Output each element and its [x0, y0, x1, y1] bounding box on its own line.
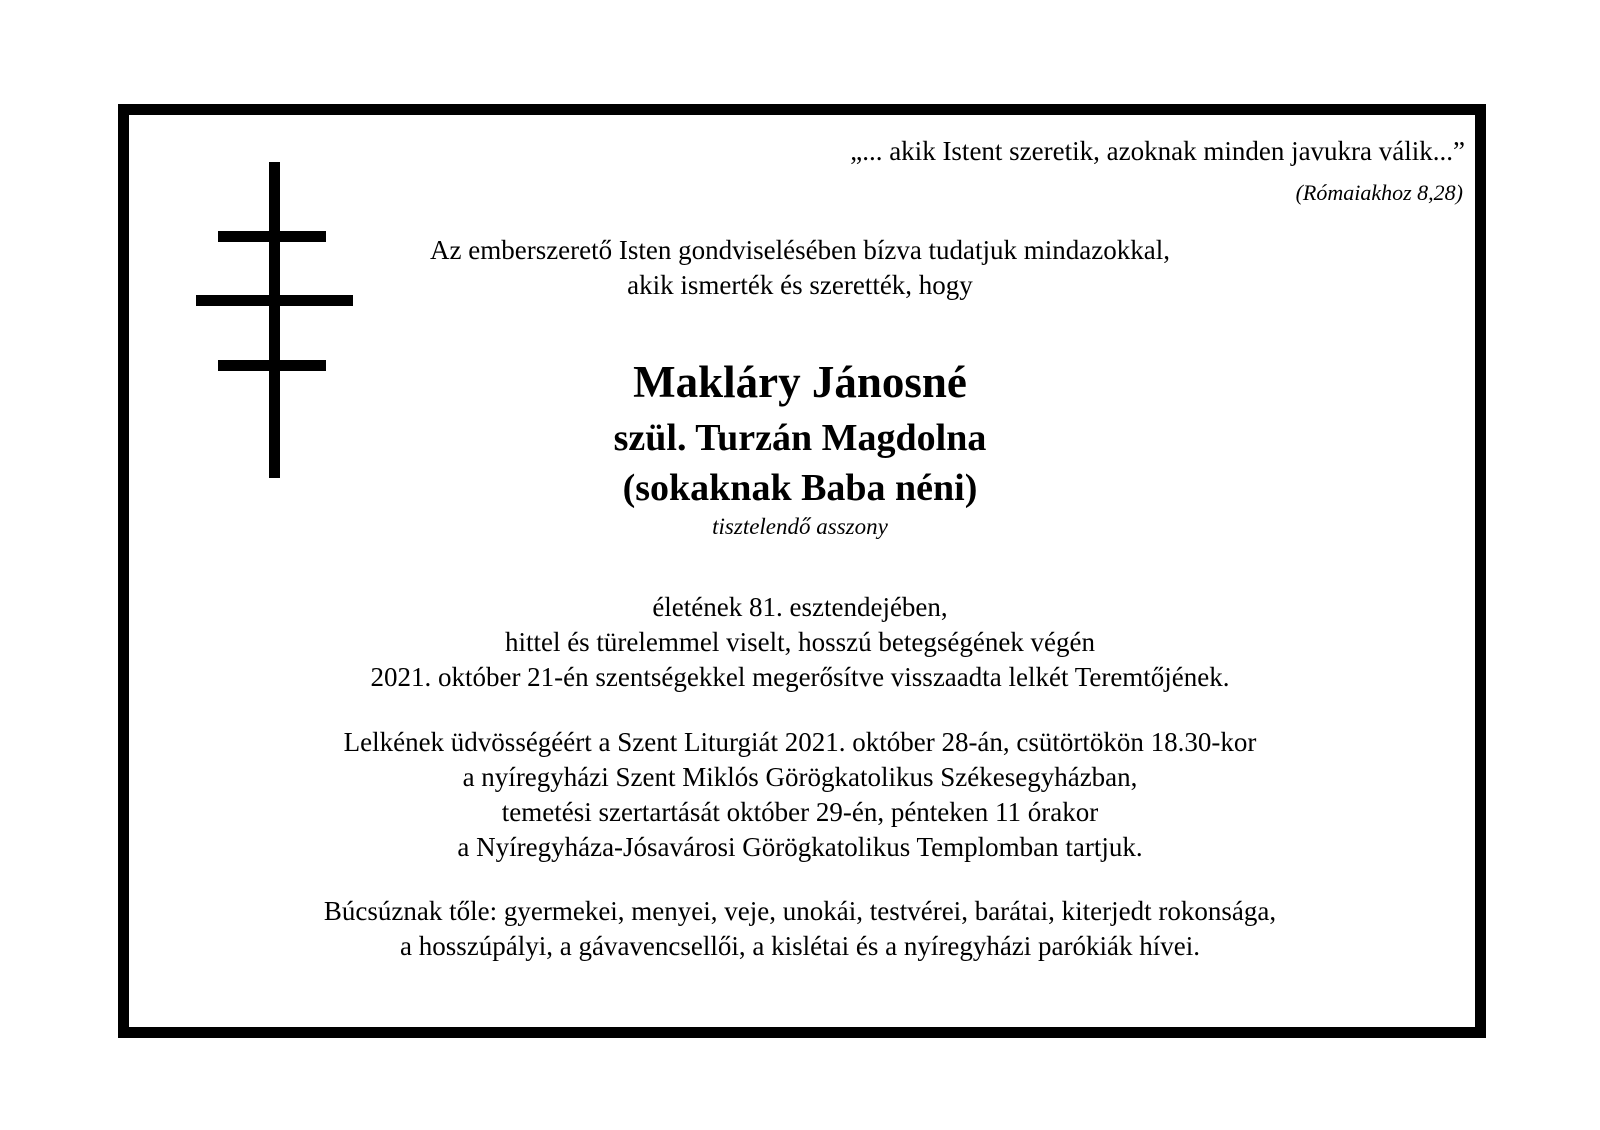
services-line-1: Lelkének üdvösségéért a Szent Liturgiát 2021. október 28-án, csütörtökön 18.30-kor	[343, 727, 1257, 757]
bible-reference: (Rómaiakhoz 8,28)	[1295, 180, 1463, 205]
mourners-line-1: Búcsúznak tőle: gyermekei, menyei, veje, unokái, testvérei, barátai, kiterjedt rokonsága,	[323, 896, 1277, 926]
intro-line-2: akik ismerték és szerették, hogy	[627, 270, 973, 300]
mourners-line-2: a hosszúpályi, a gávavencsellői, a kislétai és a nyíregyházi parókiák hívei.	[400, 931, 1200, 961]
bible-quote: „... akik Istent szeretik, azoknak minden javukra válik...”	[850, 136, 1465, 166]
services-line-3: temetési szertartását október 29-én, pénteken 11 órakor	[501, 797, 1099, 827]
deceased-title: tisztelendő asszony	[712, 514, 888, 539]
deceased-name: Makláry Jánosné	[633, 357, 967, 407]
death-notice-line-2: hittel és türelemmel viselt, hosszú betegségének végén	[504, 627, 1096, 657]
deceased-nickname: (sokaknak Baba néni)	[622, 467, 978, 509]
services-line-4: a Nyíregyháza-Jósavárosi Görögkatolikus Templomban tartjuk.	[457, 832, 1143, 862]
services-line-2: a nyíregyházi Szent Miklós Görögkatolikus Székesegyházban,	[462, 762, 1138, 792]
death-notice-line-3: 2021. október 21-én szentségekkel megerősítve visszaadta lelkét Teremtőjének.	[370, 662, 1230, 692]
intro-line-1: Az emberszerető Isten gondviselésében bízva tudatjuk mindazokkal,	[430, 235, 1170, 265]
death-notice-line-1: életének 81. esztendejében,	[652, 592, 948, 622]
deceased-birth-name: szül. Turzán Magdolna	[613, 417, 987, 459]
